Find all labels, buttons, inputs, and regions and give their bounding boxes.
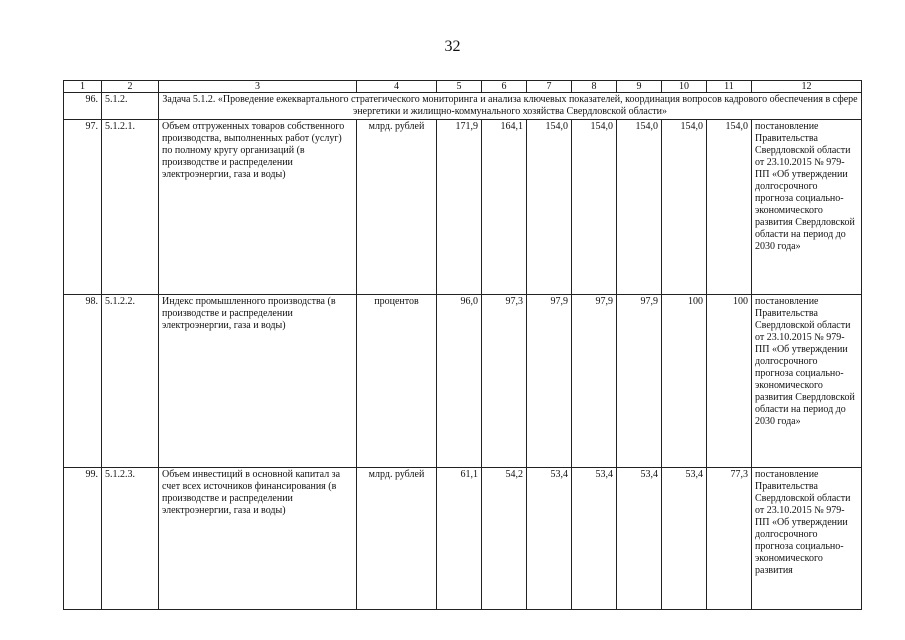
indicator-name: Индекс промышленного производства (в производстве и распределении электроэнергии, газа и воды): [159, 295, 357, 468]
column-number: 8: [572, 81, 617, 93]
value-cell: 77,3: [707, 468, 752, 610]
value-cell: 100: [662, 295, 707, 468]
column-number-row: [64, 81, 862, 93]
row-number: 96.: [64, 93, 102, 120]
value-cell: 96,0: [437, 295, 482, 468]
unit: млрд. рублей: [357, 120, 437, 295]
indicator-name: Объем инвестиций в основной капитал за счет всех источников финансирования (в производстве и распределении электроэнергии, газа и воды): [159, 468, 357, 610]
value-cell: 164,1: [482, 120, 527, 295]
row-code: 5.1.2.: [102, 93, 159, 120]
column-number: 4: [357, 81, 437, 93]
row-code: 5.1.2.3.: [102, 468, 159, 610]
indicators-table: [63, 80, 862, 610]
value-cell: 100: [707, 295, 752, 468]
row-code: 5.1.2.1.: [102, 120, 159, 295]
column-number: 5: [437, 81, 482, 93]
table-row: [64, 295, 862, 468]
value-cell: 97,9: [617, 295, 662, 468]
value-cell: 154,0: [617, 120, 662, 295]
value-cell: 53,4: [617, 468, 662, 610]
column-number: 2: [102, 81, 159, 93]
legal-basis: постановление Правительства Свердловской области от 23.10.2015 № 979-ПП «Об утверждении долгосрочного прогноза социально-экономического развития Свердловской области на период до 2030 года»: [752, 120, 862, 295]
column-number: 3: [159, 81, 357, 93]
value-cell: 154,0: [662, 120, 707, 295]
task-row: [64, 93, 862, 120]
value-cell: 97,3: [482, 295, 527, 468]
page-number: 32: [444, 38, 461, 55]
value-cell: 154,0: [527, 120, 572, 295]
value-cell: 97,9: [572, 295, 617, 468]
row-number: 98.: [64, 295, 102, 468]
column-number: 1: [64, 81, 102, 93]
row-number: 97.: [64, 120, 102, 295]
column-number: 7: [527, 81, 572, 93]
legal-basis: постановление Правительства Свердловской области от 23.10.2015 № 979-ПП «Об утверждении долгосрочного прогноза социально-экономического развития: [752, 468, 862, 610]
column-number: 9: [617, 81, 662, 93]
value-cell: 154,0: [572, 120, 617, 295]
value-cell: 53,4: [662, 468, 707, 610]
value-cell: 54,2: [482, 468, 527, 610]
column-number: 6: [482, 81, 527, 93]
value-cell: 171,9: [437, 120, 482, 295]
task-title: Задача 5.1.2. «Проведение ежеквартального стратегического мониторинга и анализа ключевых показателей, координация вопросов кадрового обеспечения в сфере энергетики и жилищно-коммунального хозяйства Свердловской области»: [159, 93, 862, 120]
indicator-name: Объем отгруженных товаров собственного производства, выполненных работ (услуг) по полному кругу организаций (в производстве и распределении электроэнергии, газа и воды): [159, 120, 357, 295]
value-cell: 154,0: [707, 120, 752, 295]
legal-basis: постановление Правительства Свердловской области от 23.10.2015 № 979-ПП «Об утверждении долгосрочного прогноза социально-экономического развития Свердловской области на период до 2030 года»: [752, 295, 862, 468]
value-cell: 53,4: [527, 468, 572, 610]
value-cell: 61,1: [437, 468, 482, 610]
unit: процентов: [357, 295, 437, 468]
unit: млрд. рублей: [357, 468, 437, 610]
value-cell: 97,9: [527, 295, 572, 468]
column-number: 10: [662, 81, 707, 93]
row-number: 99.: [64, 468, 102, 610]
column-number: 11: [707, 81, 752, 93]
column-number: 12: [752, 81, 862, 93]
row-code: 5.1.2.2.: [102, 295, 159, 468]
table-row: [64, 120, 862, 295]
value-cell: 53,4: [572, 468, 617, 610]
table-row: [64, 468, 862, 610]
